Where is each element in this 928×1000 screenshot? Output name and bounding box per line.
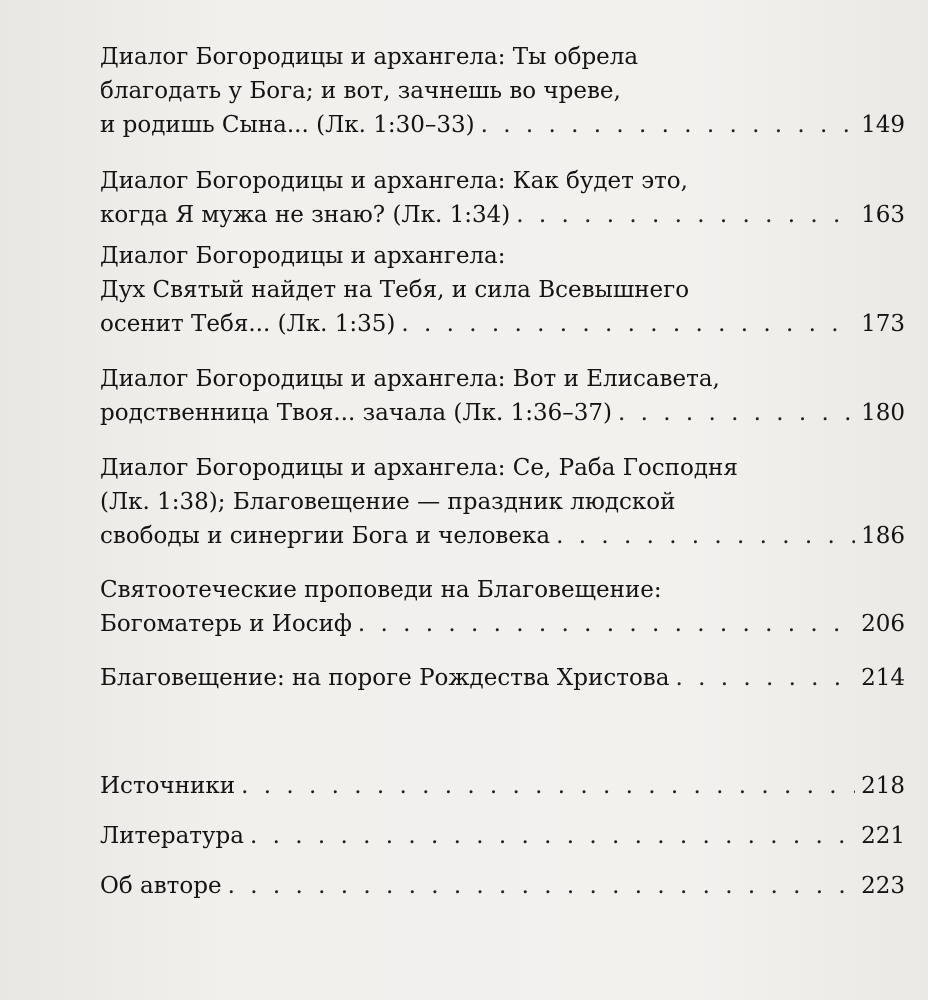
toc-entry — [100, 362, 905, 430]
dot-leader — [241, 769, 855, 803]
toc-entry-title: свободы и синергии Бога и человека — [100, 523, 551, 549]
toc-entry-title: Об авторе — [100, 873, 222, 899]
toc-entry-title: Источники — [100, 773, 236, 799]
dot-leader — [556, 519, 855, 553]
toc-page-number: 206 — [861, 611, 905, 637]
toc-page-number: 223 — [861, 873, 905, 899]
toc-entry — [100, 819, 905, 853]
toc-entry-line: благодать у Бога; и вот, зачнешь во чреве, — [100, 78, 621, 104]
dot-leader — [250, 819, 855, 853]
toc-entry — [100, 451, 905, 553]
toc-entry — [100, 769, 905, 803]
toc-page-number: 163 — [861, 202, 905, 228]
toc-entry — [100, 869, 905, 903]
toc-entry — [100, 661, 905, 695]
table-of-contents — [100, 40, 905, 903]
dot-leader — [516, 198, 855, 232]
toc-page-number: 221 — [861, 823, 905, 849]
toc-entry-line: Диалог Богородицы и архангела: Как будет это, — [100, 168, 688, 194]
toc-page-number: 218 — [861, 773, 905, 799]
toc-entry — [100, 164, 905, 232]
dot-leader — [675, 661, 855, 695]
toc-entry — [100, 573, 905, 641]
toc-entry-title: родственница Твоя... зачала (Лк. 1:36–37) — [100, 400, 612, 426]
toc-page-number: 214 — [861, 665, 905, 691]
toc-page-number: 186 — [861, 523, 905, 549]
dot-leader — [618, 396, 855, 430]
toc-entry-line: (Лк. 1:38); Благовещение — праздник людской — [100, 489, 676, 515]
dot-leader — [358, 607, 855, 641]
toc-entry-line: Диалог Богородицы и архангела: Вот и Елисавета, — [100, 366, 720, 392]
toc-entry-line: Диалог Богородицы и архангела: Се, Раба Господня — [100, 455, 738, 481]
toc-entry — [100, 40, 905, 142]
dot-leader — [228, 869, 856, 903]
toc-page-number: 173 — [861, 311, 905, 337]
toc-entry-title: осенит Тебя... (Лк. 1:35) — [100, 311, 396, 337]
toc-entry-title: Литература — [100, 823, 244, 849]
toc-entry-line: Святоотеческие проповеди на Благовещение: — [100, 577, 662, 603]
toc-page-number: 180 — [861, 400, 905, 426]
dot-leader — [481, 108, 855, 142]
toc-entry-title: и родишь Сына... (Лк. 1:30–33) — [100, 112, 475, 138]
toc-entry-line: Диалог Богородицы и архангела: Ты обрела — [100, 44, 639, 70]
toc-entry-title: когда Я мужа не знаю? (Лк. 1:34) — [100, 202, 511, 228]
toc-entry — [100, 239, 905, 341]
toc-page-number: 149 — [861, 112, 905, 138]
dot-leader — [401, 307, 855, 341]
toc-entry-line: Дух Святый найдет на Тебя, и сила Всевышнего — [100, 277, 690, 303]
toc-entry-title: Благовещение: на пороге Рождества Христова — [100, 665, 670, 691]
toc-entry-title: Богоматерь и Иосиф — [100, 611, 352, 637]
toc-entry-line: Диалог Богородицы и архангела: — [100, 243, 506, 269]
